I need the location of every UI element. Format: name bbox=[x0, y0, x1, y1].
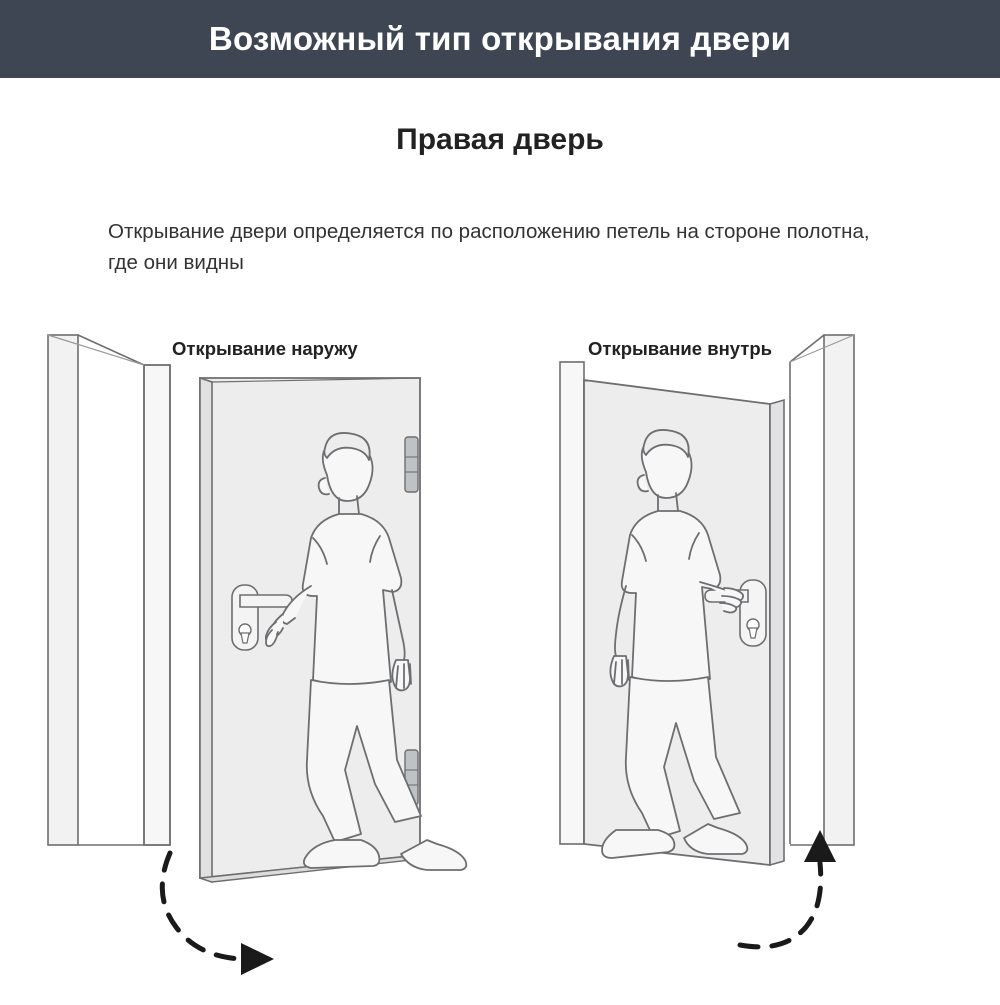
header-bar bbox=[0, 0, 1000, 78]
left-panel-caption: Открывание наружу bbox=[172, 338, 358, 359]
description-text: Открывание двери определяется по расположению петель на стороне полотна, где они видны bbox=[108, 220, 870, 274]
door-diagram bbox=[0, 300, 1000, 1000]
right-panel-caption: Открывание внутрь bbox=[588, 338, 772, 359]
left-door-frame bbox=[48, 335, 170, 845]
section-subtitle: Правая дверь bbox=[396, 123, 604, 156]
left-scene bbox=[48, 335, 466, 975]
page-title: Возможный тип открывания двери bbox=[208, 20, 792, 57]
door-diagram-svg bbox=[0, 300, 1000, 1000]
right-scene bbox=[560, 335, 854, 947]
